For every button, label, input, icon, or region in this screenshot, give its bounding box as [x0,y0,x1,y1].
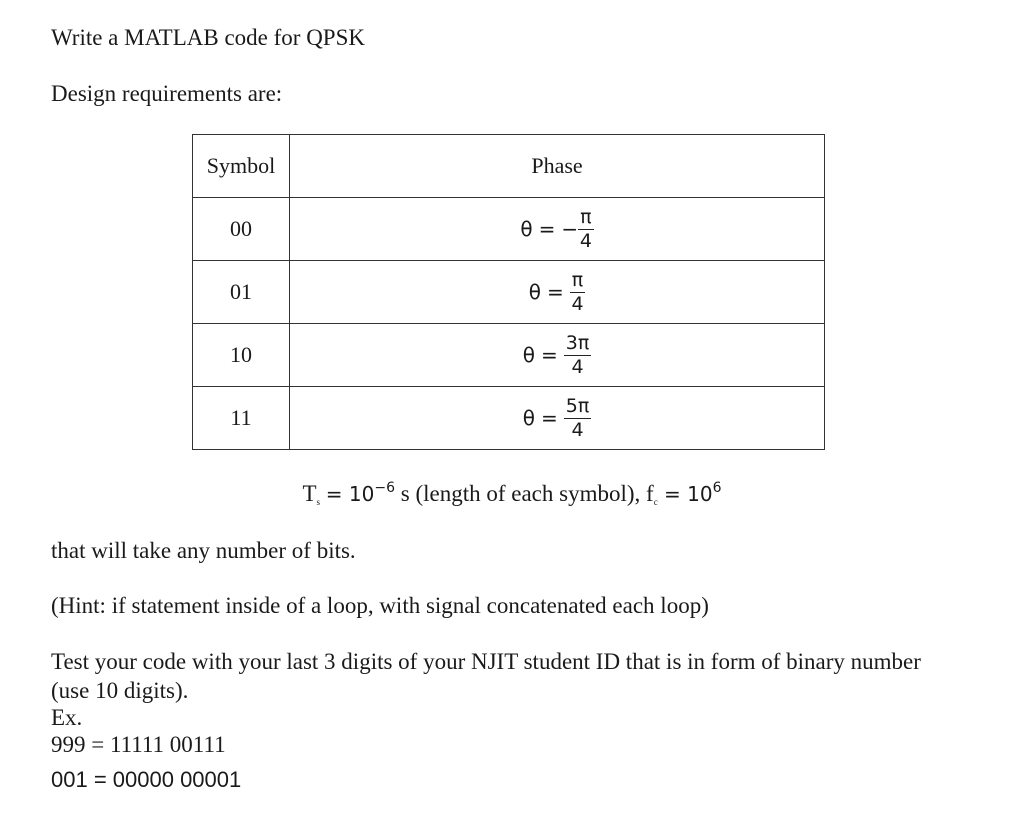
parameter-formula [0,480,1024,507]
fraction-denominator: 4 [571,355,584,378]
phase-cell [290,387,825,450]
fc-variable: f [646,481,654,506]
fc-exponent: 6 [712,480,722,496]
test-instruction-line1: Test your code with your last 3 digits of your NJIT student ID that is in form of binary number [51,649,921,674]
fraction-numerator: 5π [565,394,590,417]
table-row [193,198,825,261]
fc-equals: = 10 [657,482,713,506]
minus-sign: − [561,217,579,241]
design-requirements-label: Design requirements are: [51,81,283,106]
ts-variable: T [302,481,317,506]
instruction-title: Write a MATLAB code for QPSK [51,25,365,50]
phase-formula [523,396,592,441]
bits-statement: that will take any number of bits. [51,538,356,563]
equals-sign: = [540,406,558,430]
phase-fraction [564,396,592,441]
phase-fraction [578,207,593,252]
fraction-numerator: 3π [565,331,590,354]
table-header-row [193,135,825,198]
fraction-numerator: π [571,268,584,291]
ts-equals: = 10 [325,482,375,506]
phase-formula [523,333,592,378]
phase-formula [529,270,585,315]
phase-cell [290,198,825,261]
symbol-cell: 10 [193,324,290,387]
fc-subscript: c [653,497,658,507]
equals-sign: = [538,217,556,241]
fraction-numerator: π [580,205,592,228]
test-instruction-line2: (use 10 digits). [51,678,189,703]
theta-symbol: θ [522,406,535,430]
fraction-denominator: 4 [579,229,592,252]
equals-sign: = [547,280,564,304]
theta-symbol: θ [522,343,535,367]
symbol-cell: 00 [193,198,290,261]
ts-unit-text: s (length of each symbol), [395,481,647,506]
symbol-cell: 11 [193,387,290,450]
hint-text: (Hint: if statement inside of a loop, with signal concatenated each loop) [51,593,709,618]
table-row [193,261,825,324]
phase-cell [290,324,825,387]
theta-symbol: θ [520,217,533,241]
ts-exponent: −6 [374,480,395,496]
table-row [193,387,825,450]
symbol-header: Symbol [193,135,290,198]
example-label: Ex. [51,705,83,730]
fraction-denominator: 4 [571,418,584,441]
qpsk-phase-table [192,134,825,450]
example-999: 999 = 11111 00111 [51,732,226,757]
phase-header: Phase [290,135,825,198]
symbol-cell: 01 [193,261,290,324]
ts-subscript: s [316,497,321,507]
phase-cell [290,261,825,324]
equals-sign: = [540,343,558,367]
phase-fraction [564,333,592,378]
phase-fraction [570,270,585,315]
phase-formula [520,207,593,252]
example-001: 001 = 00000 00001 [51,767,242,792]
fraction-denominator: 4 [571,292,584,315]
table-row [193,324,825,387]
theta-symbol: θ [528,280,542,304]
